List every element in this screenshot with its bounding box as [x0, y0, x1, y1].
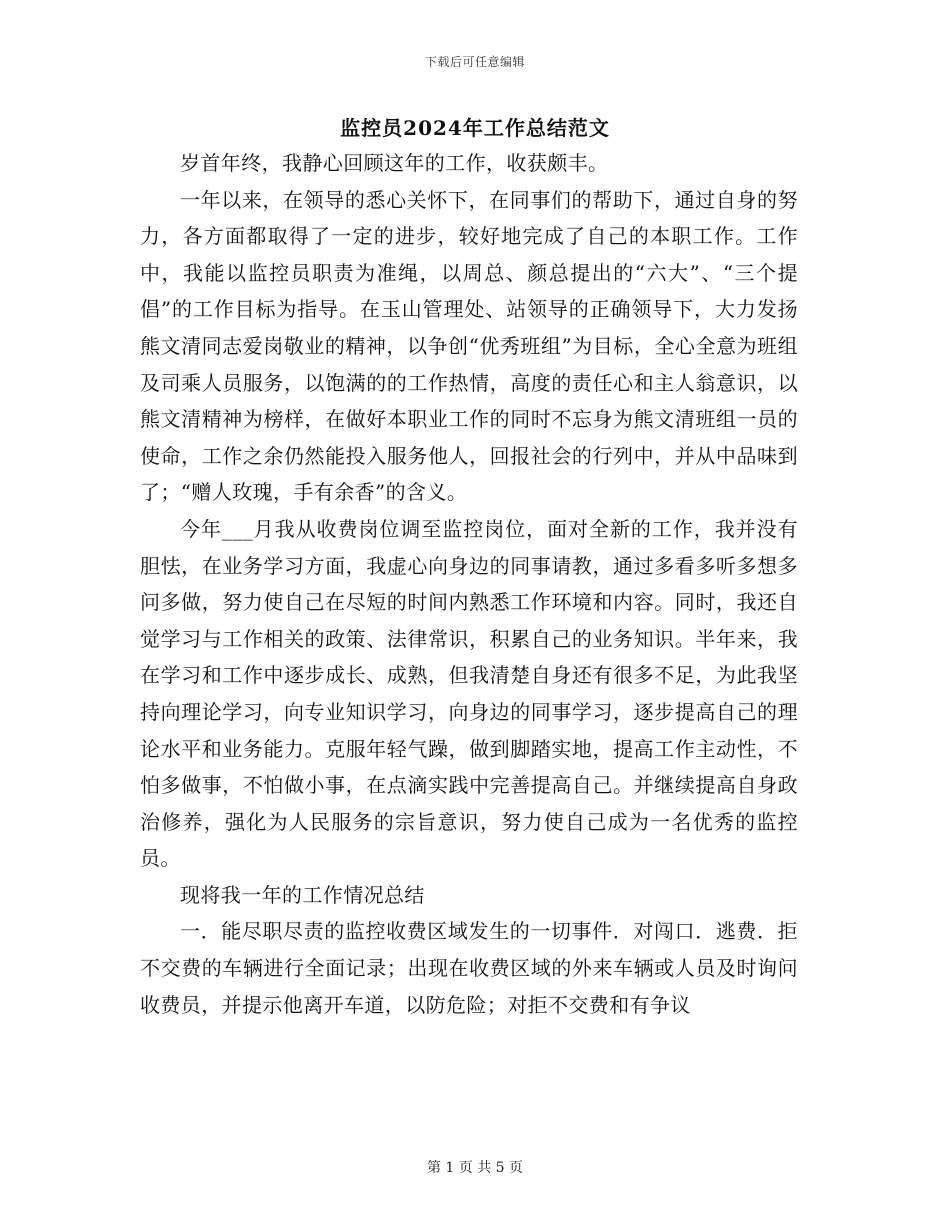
paragraph: 今年___月我从收费岗位调至监控岗位，面对全新的工作，我并没有胆怯，在业务学习方面，我虚心向身边的同事请教，通过多看多听多想多问多做，努力使自己在尽短的时间内熟悉工作环境和内容。同时，我还自觉学习与工作相关的政策、法律常识，积累自己的业务知识。半年来，我在学习和工作中逐步成长、成熟，但我清楚自身还有很多不足，为此我坚持向理论学习，向专业知识学习，向身边的同事学习，逐步提高自己的理论水平和业务能力。克服年轻气躁，做到脚踏实地，提高工作主动性，不怕多做事，不怕做小事，在点滴实践中完善提高自己。并继续提高自身政治修养，强化为人民服务的宗旨意识，努力使自己成为一名优秀的监控员。: [140, 516, 798, 871]
header-note: 下载后可任意编辑: [424, 55, 525, 69]
document-body: [140, 145, 798, 1023]
paragraph: 一年以来，在领导的悉心关怀下，在同事们的帮助下，通过自身的努力，各方面都取得了一定的进步，较好地完成了自己的本职工作。工作中，我能以监控员职责为准绳，以周总、颜总提出的“六大”、“三个提倡”的工作目标为指导。在玉山管理处、站领导的正确领导下，大力发扬熊文清同志爱岗敬业的精神，以争创“优秀班组”为目标，全心全意为班组及司乘人员服务，以饱满的的工作热情，高度的责任心和主人翁意识，以熊文清精神为榜样，在做好本职业工作的同时不忘身为熊文清班组一员的使命，工作之余仍然能投入服务他人，回报社会的行列中，并从中品味到了；“赠人玫瑰，手有余香”的含义。: [140, 187, 798, 505]
paragraph: 一．能尽职尽责的监控收费区域发生的一切事件．对闯口．逃费．拒不交费的车辆进行全面记录；出现在收费区域的外来车辆或人员及时询问收费员，并提示他离开车道，以防危险；对拒不交费和有争议: [140, 919, 798, 1017]
paragraph: 岁首年终，我静心回顾这年的工作，收获颇丰。: [180, 151, 609, 175]
page-number: 第 1 页 共 5 页: [426, 1160, 524, 1176]
paragraph: 现将我一年的工作情况总结: [180, 882, 425, 907]
document-title: 监控员2024年工作总结范文: [340, 116, 610, 140]
